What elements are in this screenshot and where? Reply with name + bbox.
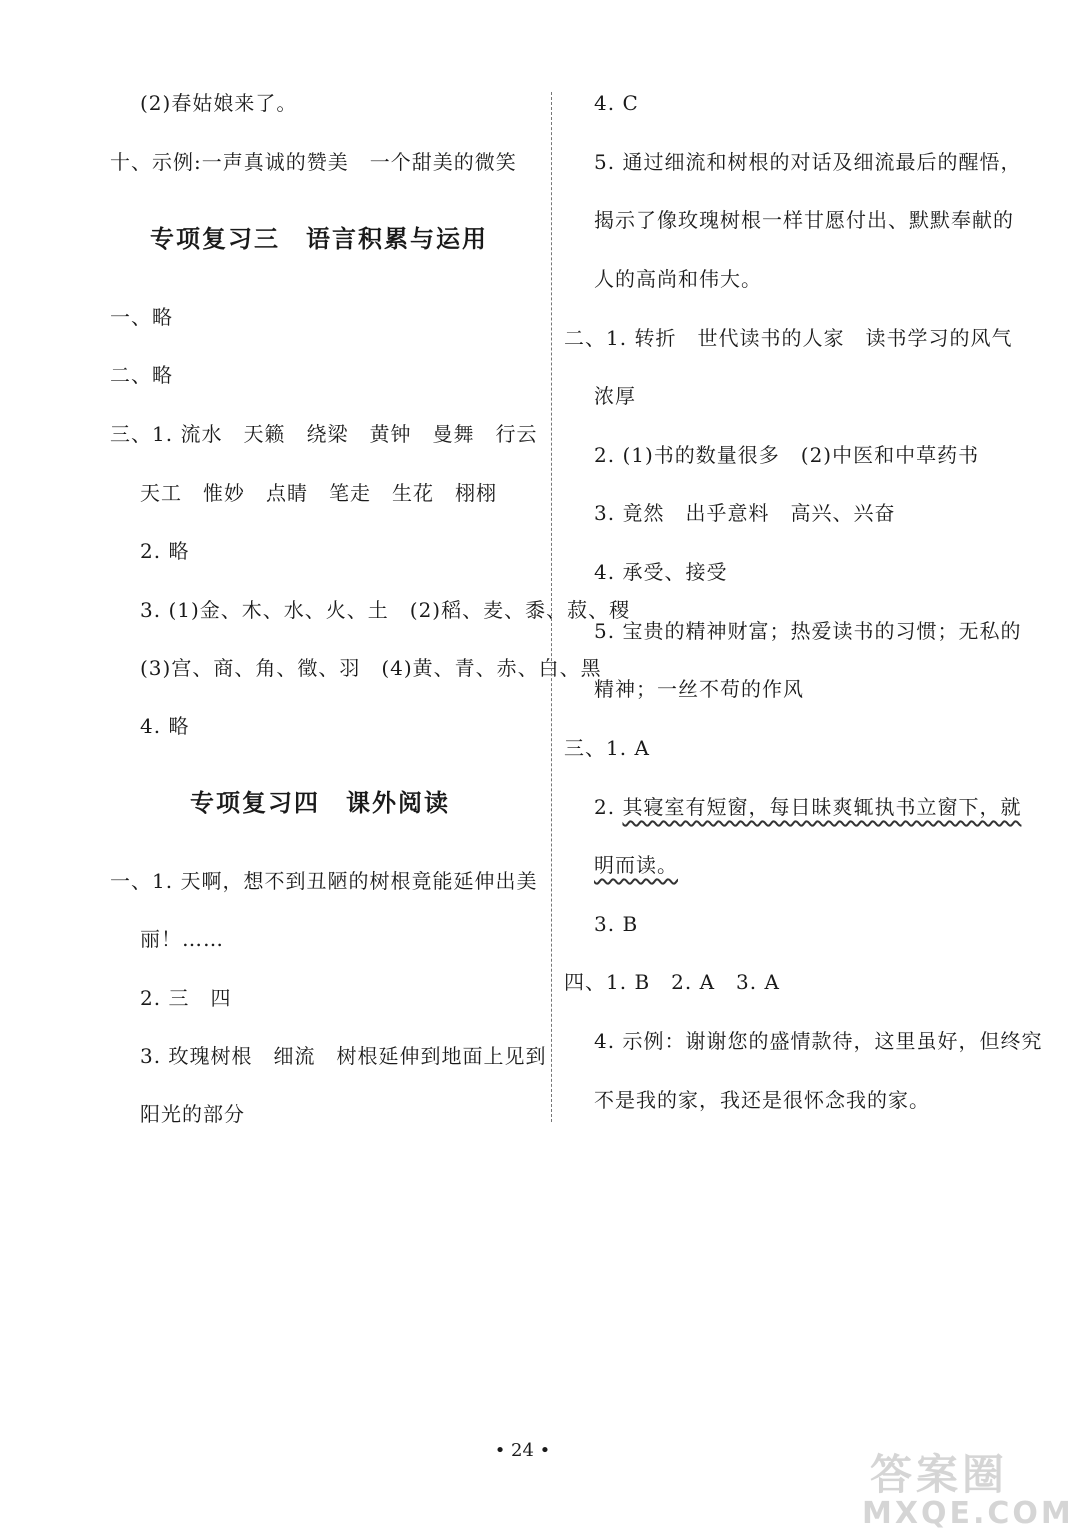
answer-line: 4. 略	[140, 714, 190, 738]
wavy-underlined-text: 明而读。	[594, 853, 678, 877]
answer-line: 2. (1)书的数量很多 (2)中医和中草药书	[594, 443, 980, 467]
answer-line: 一、略	[110, 305, 173, 329]
answer-line: 3. (1)金、木、水、火、土 (2)稻、麦、黍、菽、稷	[140, 598, 631, 622]
answer-line: 2. 略	[140, 539, 190, 563]
answer-line	[594, 794, 1021, 820]
wavy-underlined-text: 其寝室有短窗，每日昧爽辄执书立窗下，就	[622, 795, 1022, 819]
answer-line: 揭示了像玫瑰树根一样甘愿付出、默默奉献的	[594, 208, 1014, 232]
section-heading: 专项复习三 语言积累与运用	[150, 225, 488, 253]
answer-line: 5. 通过细流和树根的对话及细流最后的醒悟，	[594, 150, 1022, 174]
watermark-text: 答案圈	[870, 1450, 1009, 1499]
answer-line: 三、1. A	[564, 736, 650, 760]
answer-line: 3. B	[594, 912, 639, 936]
answer-line	[594, 852, 678, 878]
answer-line: 2. 三 四	[140, 986, 232, 1010]
answer-line: 二、略	[110, 363, 173, 387]
answer-line: 四、1. B 2. A 3. A	[564, 970, 780, 994]
answer-line: 二、1. 转折 世代读书的人家 读书学习的风气	[564, 326, 1013, 350]
answer-line: 一、1. 天啊，想不到丑陋的树根竟能延伸出美	[110, 869, 538, 893]
answer-line: (2)春姑娘来了。	[140, 91, 298, 115]
answer-line: 3. 竟然 出乎意料 高兴、兴奋	[594, 501, 896, 525]
answer-line: 人的高尚和伟大。	[594, 267, 762, 291]
watermark-url: MXQE.COM	[862, 1496, 1074, 1531]
answer-line: 4. 承受、接受	[594, 560, 728, 584]
page-number: • 24 •	[494, 1440, 551, 1461]
watermark-logo	[842, 1440, 1074, 1536]
answer-line: 浓厚	[594, 384, 636, 408]
section-heading: 专项复习四 课外阅读	[190, 789, 450, 817]
answer-line: 5. 宝贵的精神财富；热爱读书的习惯；无私的	[594, 619, 1022, 643]
answer-line: 阳光的部分	[140, 1102, 245, 1126]
answer-line: 3. 玫瑰树根 细流 树根延伸到地面上见到	[140, 1044, 547, 1068]
answer-line: (3)宫、商、角、徵、羽 (4)黄、青、赤、白、黑	[140, 656, 602, 680]
answer-line: 4. C	[594, 91, 639, 115]
answer-line: 精神；一丝不苟的作风	[594, 677, 804, 701]
answer-line: 十、示例:一声真诚的赞美 一个甜美的微笑	[110, 150, 517, 174]
column-divider	[551, 92, 552, 1122]
answer-line: 不是我的家，我还是很怀念我的家。	[594, 1088, 930, 1112]
answer-line: 三、1. 流水 天籁 绕梁 黄钟 曼舞 行云	[110, 422, 538, 446]
answer-prefix: 2.	[594, 795, 623, 819]
answer-line: 丽！……	[140, 927, 224, 951]
answer-line: 4. 示例：谢谢您的盛情款待，这里虽好，但终究	[594, 1029, 1043, 1053]
answer-line: 天工 惟妙 点睛 笔走 生花 栩栩	[140, 481, 497, 505]
